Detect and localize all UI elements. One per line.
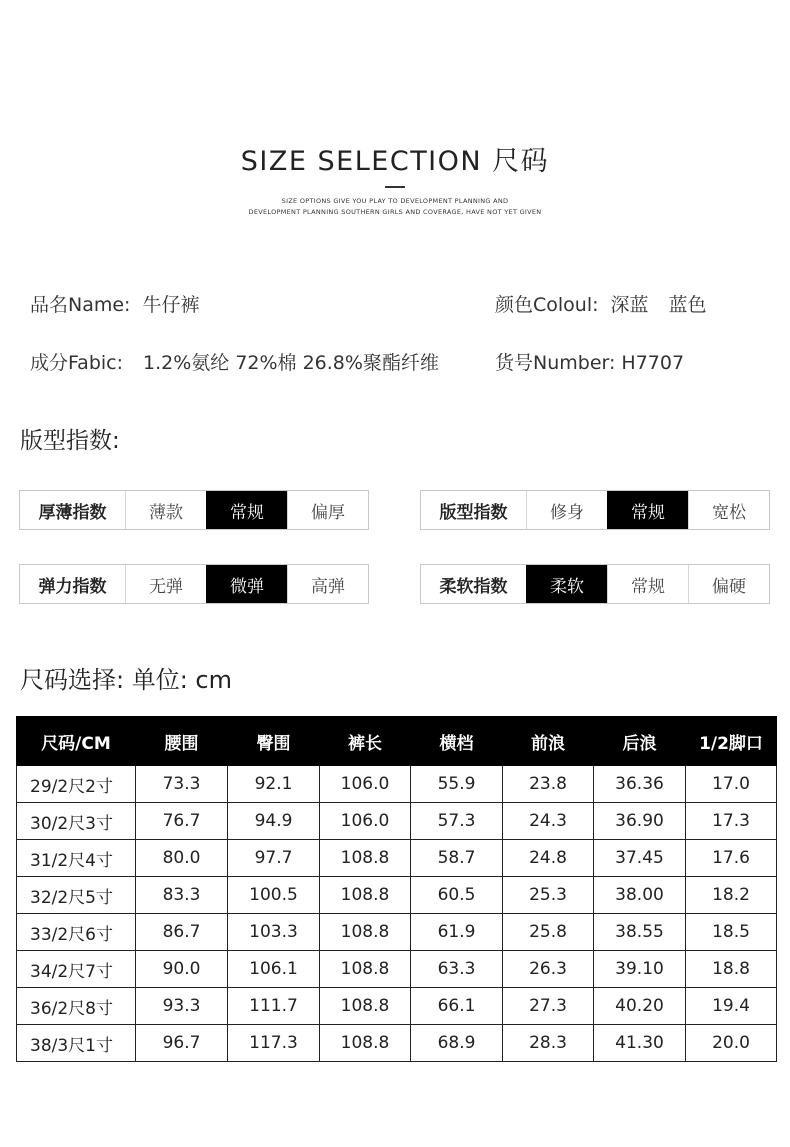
- subtitle-line-2: DEVELOPMENT PLANNING SOUTHERN GIRLS AND COVERAGE, HAVE NOT YET GIVEN: [248, 208, 542, 216]
- table-cell: 108.8: [320, 951, 411, 988]
- table-cell: 117.3: [228, 1025, 320, 1062]
- index-option: 偏厚: [287, 491, 368, 529]
- table-cell: 38.55: [594, 914, 686, 951]
- index-option: 薄款: [125, 491, 206, 529]
- table-row: [17, 840, 777, 877]
- table-cell: 41.30: [594, 1025, 686, 1062]
- page-title: SIZE SELECTION 尺码: [240, 146, 550, 177]
- table-cell: 111.7: [228, 988, 320, 1025]
- size-cell: 30/2尺3寸: [17, 803, 136, 840]
- size-section-title: 尺码选择: 单位: cm: [20, 666, 233, 694]
- table-cell: 108.8: [320, 840, 411, 877]
- table-cell: 94.9: [228, 803, 320, 840]
- product-name-label: 品名Name:: [30, 294, 131, 316]
- table-cell: 92.1: [228, 766, 320, 803]
- table-row: [17, 951, 777, 988]
- column-header: 腰围: [136, 717, 228, 766]
- table-cell: 61.9: [411, 914, 503, 951]
- table-cell: 97.7: [228, 840, 320, 877]
- table-cell: 18.8: [686, 951, 777, 988]
- table-cell: 36.36: [594, 766, 686, 803]
- size-cell: 38/3尺1寸: [17, 1025, 136, 1062]
- index-option-selected: 常规: [607, 491, 688, 529]
- table-cell: 20.0: [686, 1025, 777, 1062]
- table-cell: 55.9: [411, 766, 503, 803]
- table-cell: 108.8: [320, 877, 411, 914]
- size-cell: 36/2尺8寸: [17, 988, 136, 1025]
- table-cell: 18.5: [686, 914, 777, 951]
- index-option: 常规: [607, 565, 688, 603]
- table-cell: 96.7: [136, 1025, 228, 1062]
- subtitle-line-1: SIZE OPTIONS GIVE YOU PLAY TO DEVELOPMENT PLANNING AND: [281, 197, 509, 205]
- table-cell: 106.0: [320, 766, 411, 803]
- table-cell: 17.6: [686, 840, 777, 877]
- size-selection-header: [0, 140, 790, 218]
- table-cell: 36.90: [594, 803, 686, 840]
- index-thickness: [19, 490, 369, 530]
- column-header: 裤长: [320, 717, 411, 766]
- table-cell: 19.4: [686, 988, 777, 1025]
- product-number-value: H7707: [621, 352, 685, 374]
- table-cell: 37.45: [594, 840, 686, 877]
- table-cell: 25.3: [503, 877, 594, 914]
- index-option-selected: 常规: [206, 491, 287, 529]
- table-row: [17, 803, 777, 840]
- table-cell: 108.8: [320, 1025, 411, 1062]
- table-cell: 100.5: [228, 877, 320, 914]
- table-cell: 73.3: [136, 766, 228, 803]
- table-cell: 17.0: [686, 766, 777, 803]
- table-cell: 27.3: [503, 988, 594, 1025]
- product-number-row: [495, 348, 684, 375]
- fit-index-title: 版型指数:: [20, 428, 120, 454]
- index-option: 偏硬: [688, 565, 769, 603]
- size-table-header-row: [17, 717, 777, 766]
- size-cell: 29/2尺2寸: [17, 766, 136, 803]
- product-color-label: 颜色Coloul:: [495, 294, 599, 316]
- index-option: 高弹: [287, 565, 368, 603]
- table-cell: 58.7: [411, 840, 503, 877]
- table-cell: 68.9: [411, 1025, 503, 1062]
- product-color-value-2: 蓝色: [668, 294, 707, 316]
- table-cell: 38.00: [594, 877, 686, 914]
- index-option: 宽松: [688, 491, 769, 529]
- table-cell: 63.3: [411, 951, 503, 988]
- product-fabric-row: [30, 348, 439, 375]
- product-color-row: [495, 290, 707, 317]
- column-header: 横档: [411, 717, 503, 766]
- title-divider: [385, 186, 405, 188]
- table-cell: 60.5: [411, 877, 503, 914]
- index-label: 弹力指数: [38, 576, 107, 597]
- index-label: 厚薄指数: [38, 502, 107, 523]
- column-header: 尺码/CM: [17, 717, 136, 766]
- index-softness: [420, 564, 770, 604]
- column-header: 前浪: [503, 717, 594, 766]
- table-cell: 83.3: [136, 877, 228, 914]
- table-cell: 108.8: [320, 988, 411, 1025]
- table-cell: 86.7: [136, 914, 228, 951]
- table-cell: 24.8: [503, 840, 594, 877]
- table-cell: 18.2: [686, 877, 777, 914]
- column-header: 1/2脚口: [686, 717, 777, 766]
- index-option-selected: 柔软: [526, 565, 607, 603]
- index-label: 版型指数: [439, 502, 508, 523]
- table-row: [17, 766, 777, 803]
- table-cell: 76.7: [136, 803, 228, 840]
- column-header: 臀围: [228, 717, 320, 766]
- product-number-label: 货号Number:: [495, 352, 616, 374]
- column-header: 后浪: [594, 717, 686, 766]
- table-cell: 103.3: [228, 914, 320, 951]
- index-label: 柔软指数: [439, 576, 508, 597]
- table-cell: 93.3: [136, 988, 228, 1025]
- table-row: [17, 914, 777, 951]
- size-cell: 34/2尺7寸: [17, 951, 136, 988]
- table-cell: 106.1: [228, 951, 320, 988]
- table-cell: 106.0: [320, 803, 411, 840]
- index-elasticity: [19, 564, 369, 604]
- table-cell: 80.0: [136, 840, 228, 877]
- table-row: [17, 877, 777, 914]
- table-cell: 17.3: [686, 803, 777, 840]
- table-cell: 90.0: [136, 951, 228, 988]
- index-fit: [420, 490, 770, 530]
- table-cell: 26.3: [503, 951, 594, 988]
- size-cell: 32/2尺5寸: [17, 877, 136, 914]
- table-cell: 23.8: [503, 766, 594, 803]
- table-cell: 24.3: [503, 803, 594, 840]
- index-option: 无弹: [125, 565, 206, 603]
- table-cell: 108.8: [320, 914, 411, 951]
- table-cell: 39.10: [594, 951, 686, 988]
- product-name-row: [30, 290, 199, 317]
- table-cell: 57.3: [411, 803, 503, 840]
- size-cell: 33/2尺6寸: [17, 914, 136, 951]
- product-name-value: 牛仔裤: [142, 294, 200, 316]
- table-cell: 66.1: [411, 988, 503, 1025]
- product-fabric-value: 1.2%氨纶 72%棉 26.8%聚酯纤维: [143, 352, 439, 374]
- table-cell: 28.3: [503, 1025, 594, 1062]
- size-cell: 31/2尺4寸: [17, 840, 136, 877]
- product-fabric-label: 成分Fabic:: [30, 352, 124, 374]
- product-color-value-1: 深蓝: [610, 294, 649, 316]
- table-row: [17, 1025, 777, 1062]
- index-option-selected: 微弹: [206, 565, 287, 603]
- table-cell: 25.8: [503, 914, 594, 951]
- index-option: 修身: [526, 491, 607, 529]
- table-row: [17, 988, 777, 1025]
- table-cell: 40.20: [594, 988, 686, 1025]
- size-table: [16, 716, 777, 1062]
